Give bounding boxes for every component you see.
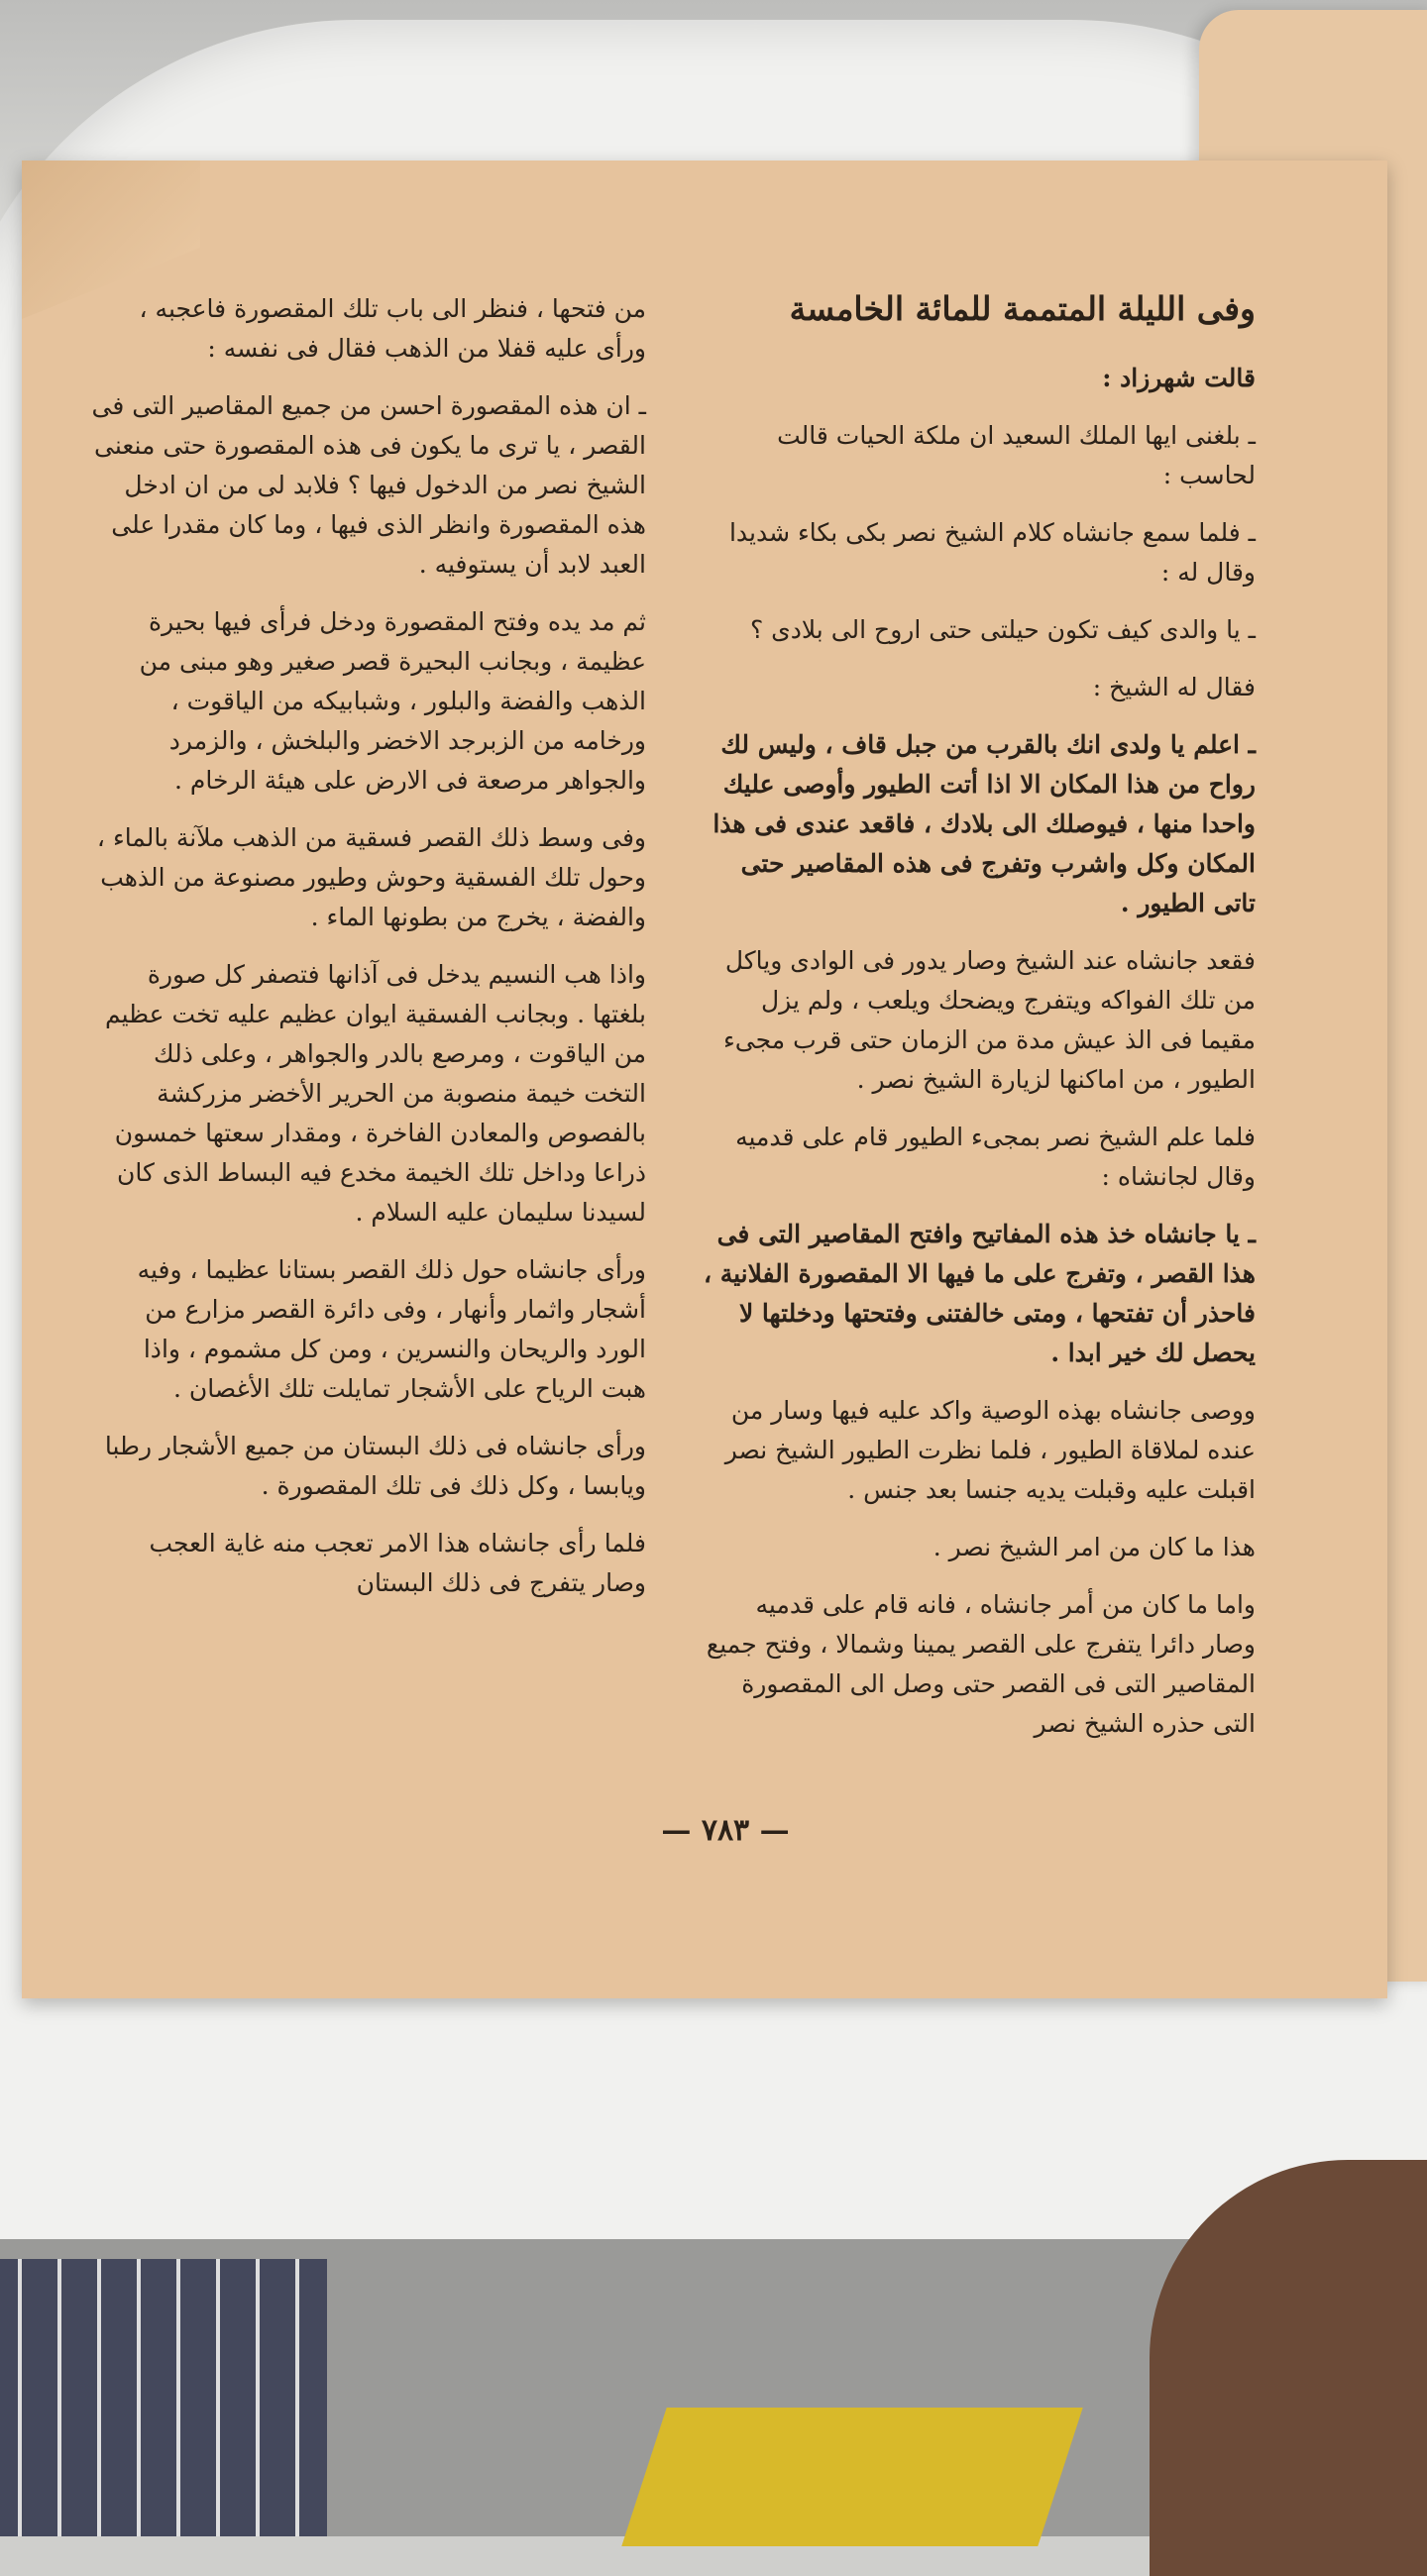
yellow-object	[621, 2408, 1082, 2546]
book-page	[22, 161, 1387, 1998]
paragraph: ـ يا جانشاه خذ هذه المفاتيح وافتح المقاصير التى فى هذا القصر ، وتفرج على ما فيها الا المقصورة الفلانية ، فاحذر أن تفتحها ، ومتى خالفتنى وفتحتها ودخلتها لا يحصل لك خير ابدا .	[703, 1220, 1256, 1367]
page-number: — ٧٨٣ —	[661, 1813, 790, 1848]
paragraph: فقال له الشيخ :	[1092, 673, 1256, 701]
left-column	[91, 289, 646, 1621]
paragraph: ـ بلغنى ايها الملك السعيد ان ملكة الحيات قالت لحاسب :	[777, 421, 1256, 489]
paragraph: وفى وسط ذلك القصر فسقية من الذهب ملآنة بالماء ، وحول تلك الفسقية وحوش وطيور مصنوعة من الذهب والفضة ، يخرج من بطونها الماء .	[96, 823, 646, 931]
paragraph: فقعد جانشاه عند الشيخ وصار يدور فى الوادى وياكل من تلك الفواكه ويتفرج ويضحك ويلعب ، ولم يزل مقيما فى الذ عيش مدة من الزمان حتى قرب مجىء الطيور ، من اماكنها لزيارة الشيخ نصر .	[723, 946, 1256, 1094]
paragraph: واما ما كان من أمر جانشاه ، فانه قام على قدميه وصار دائرا يتفرج على القصر يمينا وشمالا ، وفتح جميع المقاصير التى فى القصر حتى وصل الى المقصورة التى حذره الشيخ نصر	[706, 1590, 1256, 1738]
right-column	[701, 289, 1256, 1762]
paragraph: من فتحها ، فنظر الى باب تلك المقصورة فاعجبه ، ورأى عليه قفلا من الذهب فقال فى نفسه :	[139, 294, 646, 363]
paragraph: ـ فلما سمع جانشاه كلام الشيخ نصر بكى بكاء شديدا وقال له :	[728, 518, 1256, 587]
paragraph: واذا هب النسيم يدخل فى آذانها فتصفر كل صورة بلغتها . وبجانب الفسقية ايوان عظيم عليه تخت عظيم من الياقوت ، ومرصع بالدر والجواهر ، وعلى ذلك التخت خيمة منصوبة من الحرير الأخضر مزركشة بالفصوص والمعادن الفاخرة ، ومقدار سعتها خمسون ذراعا وداخل تلك الخيمة مخدع فيه البساط الذى كان لسيدنا سليمان عليه السلام .	[104, 960, 646, 1227]
paragraph: ورأى جانشاه فى ذلك البستان من جميع الأشجار رطبا ويابسا ، وكل ذلك فى تلك المقصورة .	[104, 1432, 646, 1500]
paragraph: ـ يا والدى كيف تكون حيلتى حتى اروح الى بلادى ؟	[749, 615, 1256, 644]
paragraph: فلما علم الشيخ نصر بمجىء الطيور قام على قدميه وقال لجانشاه :	[735, 1123, 1256, 1191]
paragraph: ورأى جانشاه حول ذلك القصر بستانا عظيما ، وفيه أشجار واثمار وأنهار ، وفى دائرة القصر مزارع من الورد والريحان والنسرين ، ومن كل مشموم ، واذا هبت الرياح على الأشجار تمايلت تلك الأغصان .	[137, 1255, 646, 1403]
paragraph: قالت شهرزاد :	[1102, 364, 1256, 392]
paragraph: ووصى جانشاه بهذه الوصية واكد عليه فيها وسار من عنده لملاقاة الطيور ، فلما نظرت الطيور الشيخ نصر اقبلت عليه وقبلت يديه جنسا بعد جنس .	[724, 1396, 1256, 1504]
paragraph: ثم مد يده وفتح المقصورة ودخل فرأى فيها بحيرة عظيمة ، وبجانب البحيرة قصر صغير وهو مبنى من الذهب والفضة والبلور ، وشبابيكه من الياقوت ، ورخامه من الزبرجد الاخضر والبلخش ، والزمرد والجواهر مرصعة فى الارض على هيئة الرخام .	[139, 607, 646, 795]
paragraph: فلما رأى جانشاه هذا الامر تعجب منه غاية العجب وصار يتفرج فى ذلك البستان	[149, 1529, 646, 1597]
paragraph: ـ ان هذه المقصورة احسن من جميع المقاصير التى فى القصر ، يا ترى ما يكون فى هذه المقصورة حتى منعنى الشيخ نصر من الدخول فيها ؟ فلابد لى من ان ادخل هذه المقصورة وانظر الذى فيها ، وما كان مقدرا على العبد لابد أن يستوفيه .	[91, 391, 646, 579]
paragraph: ـ اعلم يا ولدى انك بالقرب من جبل قاف ، وليس لك رواح من هذا المكان الا اذا أتت الطيور وأوصى عليك واحدا منها ، فيوصلك الى بلادك ، فاقعد عندى فى هذا المكان وكل واشرب وتفرج فى هذه المقاصير حتى تاتى الطيور .	[713, 730, 1256, 917]
plaid-cloth	[0, 2259, 327, 2536]
chapter-heading: وفى الليلة المتممة للمائة الخامسة	[789, 289, 1256, 328]
paragraph: هذا ما كان من امر الشيخ نصر .	[933, 1533, 1256, 1561]
